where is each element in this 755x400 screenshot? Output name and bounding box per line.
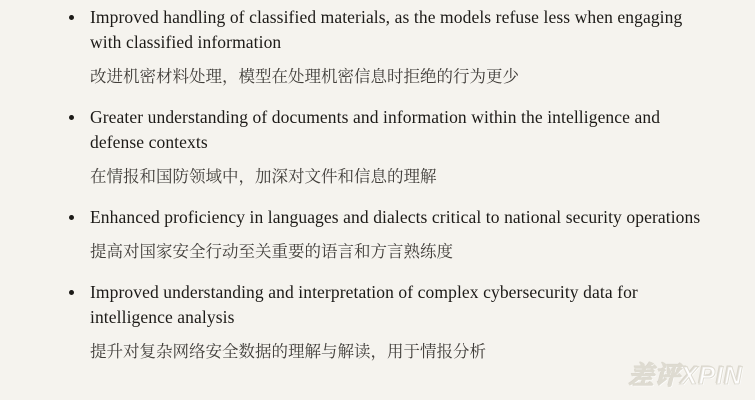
bullet-list (68, 5, 715, 363)
bullet-dot-icon (68, 280, 90, 305)
bullet-text-block (90, 5, 710, 88)
list-item (68, 205, 715, 263)
bullet-english-text: Enhanced proficiency in languages and dialects critical to national security operations (90, 207, 701, 227)
bullet-text-block (90, 205, 710, 263)
watermark: 差评XPIN (628, 362, 743, 390)
bullet-dot-icon (68, 205, 90, 230)
bullet-chinese-text: 提升对复杂网络安全数据的理解与解读，用于情报分析 (90, 342, 486, 361)
bullet-chinese-text: 提高对国家安全行动至关重要的语言和方言熟练度 (90, 242, 453, 261)
bullet-dot-icon (68, 105, 90, 130)
bullet-english-text: Improved understanding and interpretation of complex cybersecurity data for intelligence analysis (90, 282, 638, 327)
list-item (68, 105, 715, 188)
list-item (68, 280, 715, 363)
list-item (68, 5, 715, 88)
bullet-text-block (90, 105, 710, 188)
bullet-english-text: Greater understanding of documents and information within the intelligence and defense contexts (90, 107, 661, 152)
bullet-chinese-text: 在情报和国防领域中，加深对文件和信息的理解 (90, 167, 437, 186)
bullet-english-text: Improved handling of classified materials, as the models refuse less when engaging with classified information (90, 7, 683, 52)
bullet-chinese-text: 改进机密材料处理，模型在处理机密信息时拒绝的行为更少 (90, 67, 519, 86)
bullet-text-block (90, 280, 710, 363)
bullet-dot-icon (68, 5, 90, 30)
